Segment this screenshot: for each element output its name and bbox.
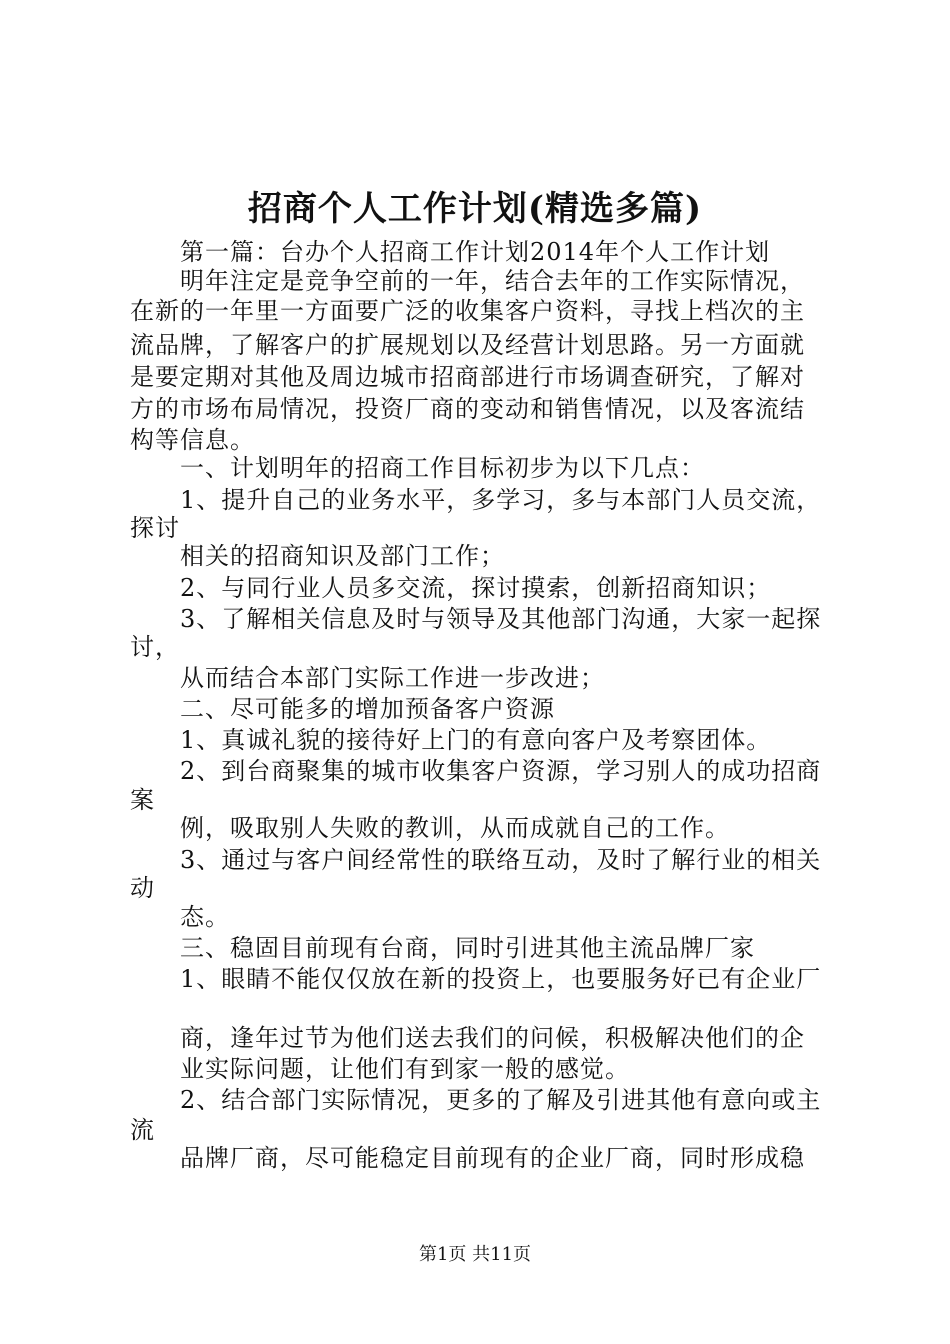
body-line: 一、计划明年的招商工作目标初步为以下几点： (180, 454, 705, 482)
body-line: 流品牌，了解客户的扩展规划以及经营计划思路。另一方面就 (130, 331, 805, 359)
body-line: 从而结合本部门实际工作进一步改进； (180, 664, 605, 692)
body-line: 是要定期对其他及周边城市招商部进行市场调查研究，了解对 (130, 363, 805, 391)
body-line: 3、了解相关信息及时与领导及其他部门沟通，大家一起探 (180, 605, 822, 633)
body-line: 构等信息。 (130, 426, 255, 454)
document-title: 招商个人工作计划(精选多篇) (247, 189, 703, 229)
body-line: 动 (130, 874, 155, 902)
body-line: 1、真诚礼貌的接待好上门的有意向客户及考察团体。 (180, 726, 772, 754)
body-line: 2、与同行业人员多交流，探讨摸索，创新招商知识； (180, 574, 772, 602)
body-line: 2、到台商聚集的城市收集客户资源，学习别人的成功招商 (180, 757, 822, 785)
body-line: 讨， (130, 633, 180, 661)
body-line: 流 (130, 1116, 155, 1144)
body-line: 态。 (180, 903, 230, 931)
body-line: 2、结合部门实际情况，更多的了解及引进其他有意向或主 (180, 1086, 822, 1114)
body-line: 商，逢年过节为他们送去我们的问候，积极解决他们的企 (180, 1024, 805, 1052)
body-line: 3、通过与客户间经常性的联络互动，及时了解行业的相关 (180, 846, 822, 874)
body-line: 1、提升自己的业务水平，多学习，多与本部门人员交流， (180, 486, 822, 514)
body-line: 明年注定是竞争空前的一年，结合去年的工作实际情况， (180, 267, 805, 295)
body-line: 三、稳固目前现有台商，同时引进其他主流品牌厂家 (180, 934, 755, 962)
body-line: 案 (130, 786, 155, 814)
page-footer: 第1页 共11页 (418, 1244, 532, 1265)
body-line: 在新的一年里一方面要广泛的收集客户资料，寻找上档次的主 (130, 297, 805, 325)
body-line: 例，吸取别人失败的教训，从而成就自己的工作。 (180, 814, 730, 842)
body-line: 方的市场布局情况，投资厂商的变动和销售情况，以及客流结 (130, 395, 805, 423)
body-line: 探讨 (130, 514, 180, 542)
body-line: 业实际问题，让他们有到家一般的感觉。 (180, 1055, 630, 1083)
body-line: 1、眼睛不能仅仅放在新的投资上，也要服务好已有企业厂 (180, 965, 822, 993)
body-line: 品牌厂商，尽可能稳定目前现有的企业厂商，同时形成稳 (180, 1144, 805, 1172)
body-line: 相关的招商知识及部门工作； (180, 542, 505, 570)
body-line: 二、尽可能多的增加预备客户资源 (180, 695, 555, 723)
body-line: 第一篇：台办个人招商工作计划2014年个人工作计划 (180, 238, 771, 266)
